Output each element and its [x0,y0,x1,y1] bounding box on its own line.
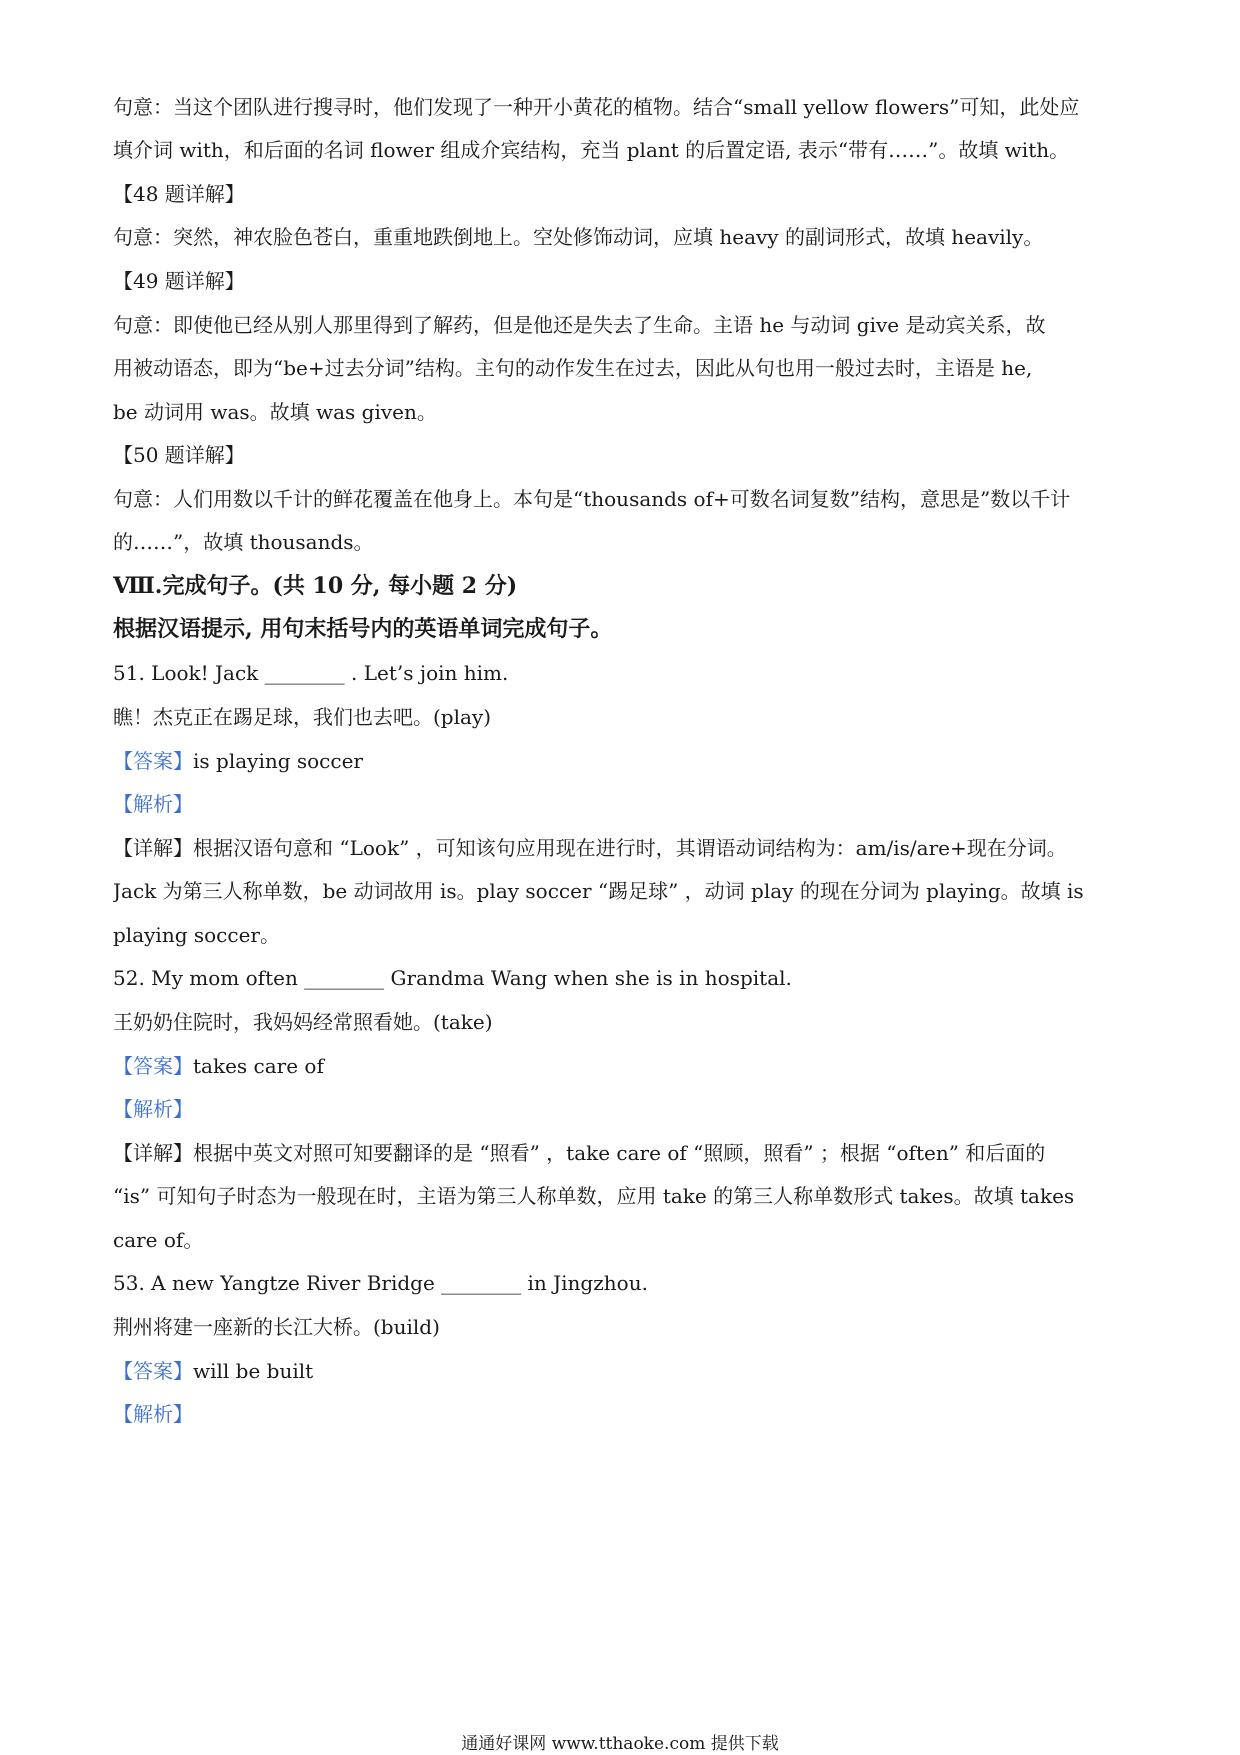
question-51-hint: 瞧！杰克正在踢足球，我们也去吧。(play) [113,705,492,729]
answer-52 [113,1051,1133,1081]
section-heading-50: 【50 题详解】 [113,443,245,467]
analysis-label-52 [113,1094,1133,1124]
analysis-label-51 [113,789,1133,819]
answer-text: is playing soccer [193,749,363,773]
analysis-label-53 [113,1399,1133,1429]
answer-53 [113,1356,1133,1386]
detail-52: 【详解】根据中英文对照可知要翻译的是 “照看” ，take care of “照顾，照看” ；根据 “often” 和后面的 [113,1141,1046,1165]
question-51: 51. Look! Jack ________ . Let’s join him. [113,661,509,685]
text-line: 句意：突然，神农脸色苍白，重重地跌倒地上。空处修饰动词，应填 heavy 的副词形式，故填 heavily。 [113,225,1044,249]
question-53-hint: 荆州将建一座新的长江大桥。(build) [113,1315,440,1339]
text-line: 的……”，故填 thousands。 [113,530,374,554]
part-instruction: 根据汉语提示, 用句末括号内的英语单词完成句子。 [113,616,613,642]
text-line: be 动词用 was。故填 was given。 [113,400,437,424]
question-53: 53. A new Yangtze River Bridge ________ in Jingzhou. [113,1271,648,1295]
part-title: Ⅷ.完成句子。(共 10 分, 每小题 2 分) [113,573,518,599]
section-heading-48: 【48 题详解】 [113,182,245,206]
text-line: 句意：人们用数以千计的鲜花覆盖在他身上。本句是“thousands of+可数名词复数”结构，意思是”数以千计 [113,487,1071,511]
question-52: 52. My mom often ________ Grandma Wang when she is in hospital. [113,966,792,990]
detail-51: playing soccer。 [113,923,280,947]
detail-52: “is” 可知句子时态为一般现在时，主语为第三人称单数，应用 take 的第三人称单数形式 takes。故填 takes [113,1184,1075,1208]
section-heading-49: 【49 题详解】 [113,269,245,293]
analysis-label: 【解析】 [113,1402,193,1426]
detail-52: care of。 [113,1228,204,1252]
answer-label: 【答案】 [113,749,193,773]
text-line: 句意：即使他已经从别人那里得到了解药，但是他还是失去了生命。主语 he 与动词 give 是动宾关系，故 [113,313,1046,337]
answer-label: 【答案】 [113,1359,193,1383]
answer-51 [113,746,1133,776]
analysis-label: 【解析】 [113,792,193,816]
text-line: 句意：当这个团队进行搜寻时，他们发现了一种开小黄花的植物。结合“small yellow flowers”可知，此处应 [113,95,1080,119]
answer-text: takes care of [193,1054,324,1078]
detail-51: 【详解】根据汉语句意和 “Look” ，可知该句应用现在进行时，其谓语动词结构为：am/is/are+现在分词。 [113,836,1067,860]
question-52-hint: 王奶奶住院时，我妈妈经常照看她。(take) [113,1010,493,1034]
answer-label: 【答案】 [113,1054,193,1078]
detail-51: Jack 为第三人称单数，be 动词故用 is。play soccer “踢足球” ，动词 play 的现在分词为 playing。故填 is [113,879,1084,903]
analysis-label: 【解析】 [113,1097,193,1121]
text-line: 填介词 with，和后面的名词 flower 组成介宾结构，充当 plant 的后置定语, 表示“带有……”。故填 with。 [113,138,1070,162]
text-line: 用被动语态，即为“be+过去分词”结构。主句的动作发生在过去，因此从句也用一般过去时，主语是 he, [113,356,1033,380]
answer-text: will be built [193,1359,314,1383]
page-footer: 通通好课网 www.tthaoke.com 提供下载 [461,1734,779,1754]
